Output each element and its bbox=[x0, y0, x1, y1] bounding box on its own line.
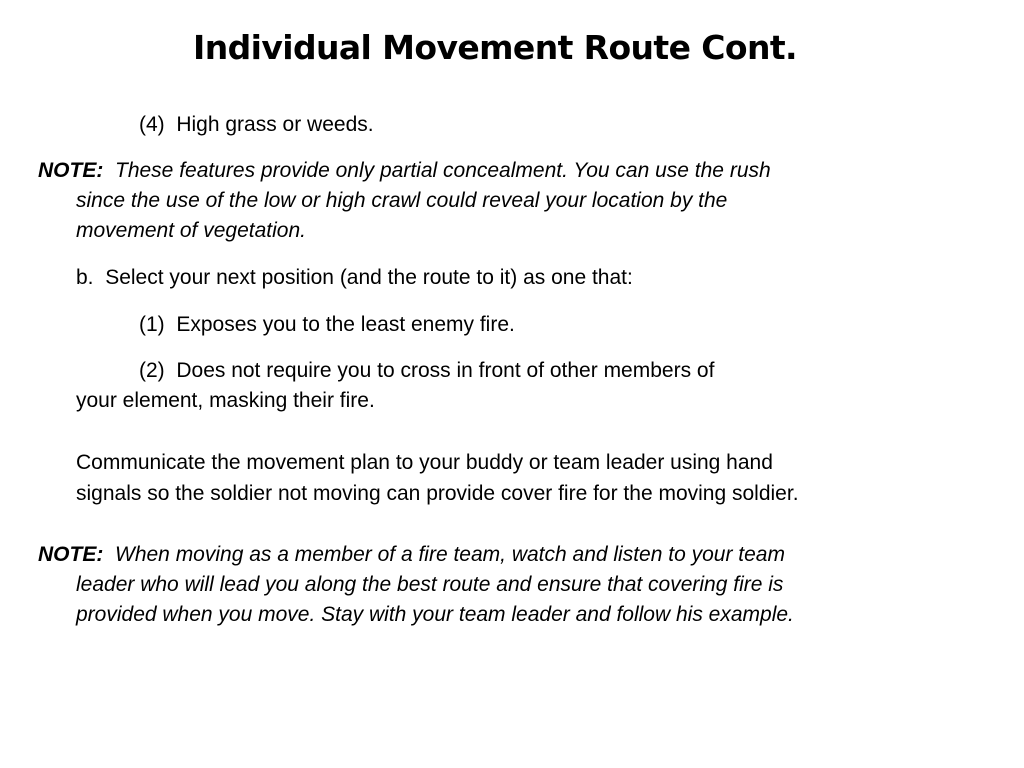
slide-title: Individual Movement Route Cont. bbox=[193, 28, 797, 67]
note-2-label: NOTE: bbox=[38, 543, 104, 566]
sub-item-2-line-1 bbox=[139, 356, 714, 386]
sub-item-2-text-1: Does not require you to cross in front of other members of bbox=[176, 359, 715, 382]
item-4 bbox=[139, 110, 374, 140]
note-1-text-1: These features provide only partial concealment. You can use the rush bbox=[115, 159, 771, 182]
note-1-line-3: movement of vegetation. bbox=[76, 219, 306, 242]
item-4-number: (4) bbox=[139, 113, 165, 136]
item-b-text: Select your next position (and the route to it) as one that: bbox=[105, 266, 633, 289]
communicate-line-2: signals so the soldier not moving can provide cover fire for the moving soldier. bbox=[76, 482, 799, 505]
sub-item-2-line-2: your element, masking their fire. bbox=[76, 389, 375, 412]
sub-item-1-number: (1) bbox=[139, 313, 165, 336]
sub-item-2-number: (2) bbox=[139, 359, 165, 382]
item-b bbox=[76, 263, 633, 293]
communicate-line-1: Communicate the movement plan to your buddy or team leader using hand bbox=[76, 451, 773, 474]
item-b-letter: b. bbox=[76, 266, 94, 289]
note-2-line-1 bbox=[38, 540, 785, 570]
item-4-text: High grass or weeds. bbox=[176, 113, 374, 136]
sub-item-1-text: Exposes you to the least enemy fire. bbox=[176, 313, 515, 336]
note-2-line-2: leader who will lead you along the best route and ensure that covering fire is bbox=[76, 573, 784, 596]
note-2-line-3: provided when you move. Stay with your team leader and follow his example. bbox=[76, 603, 794, 626]
note-1-line-2: since the use of the low or high crawl could reveal your location by the bbox=[76, 189, 728, 212]
note-1-line-1 bbox=[38, 156, 771, 186]
sub-item-1 bbox=[139, 310, 515, 340]
note-1-label: NOTE: bbox=[38, 159, 104, 182]
note-2-text-1: When moving as a member of a fire team, watch and listen to your team bbox=[115, 543, 785, 566]
